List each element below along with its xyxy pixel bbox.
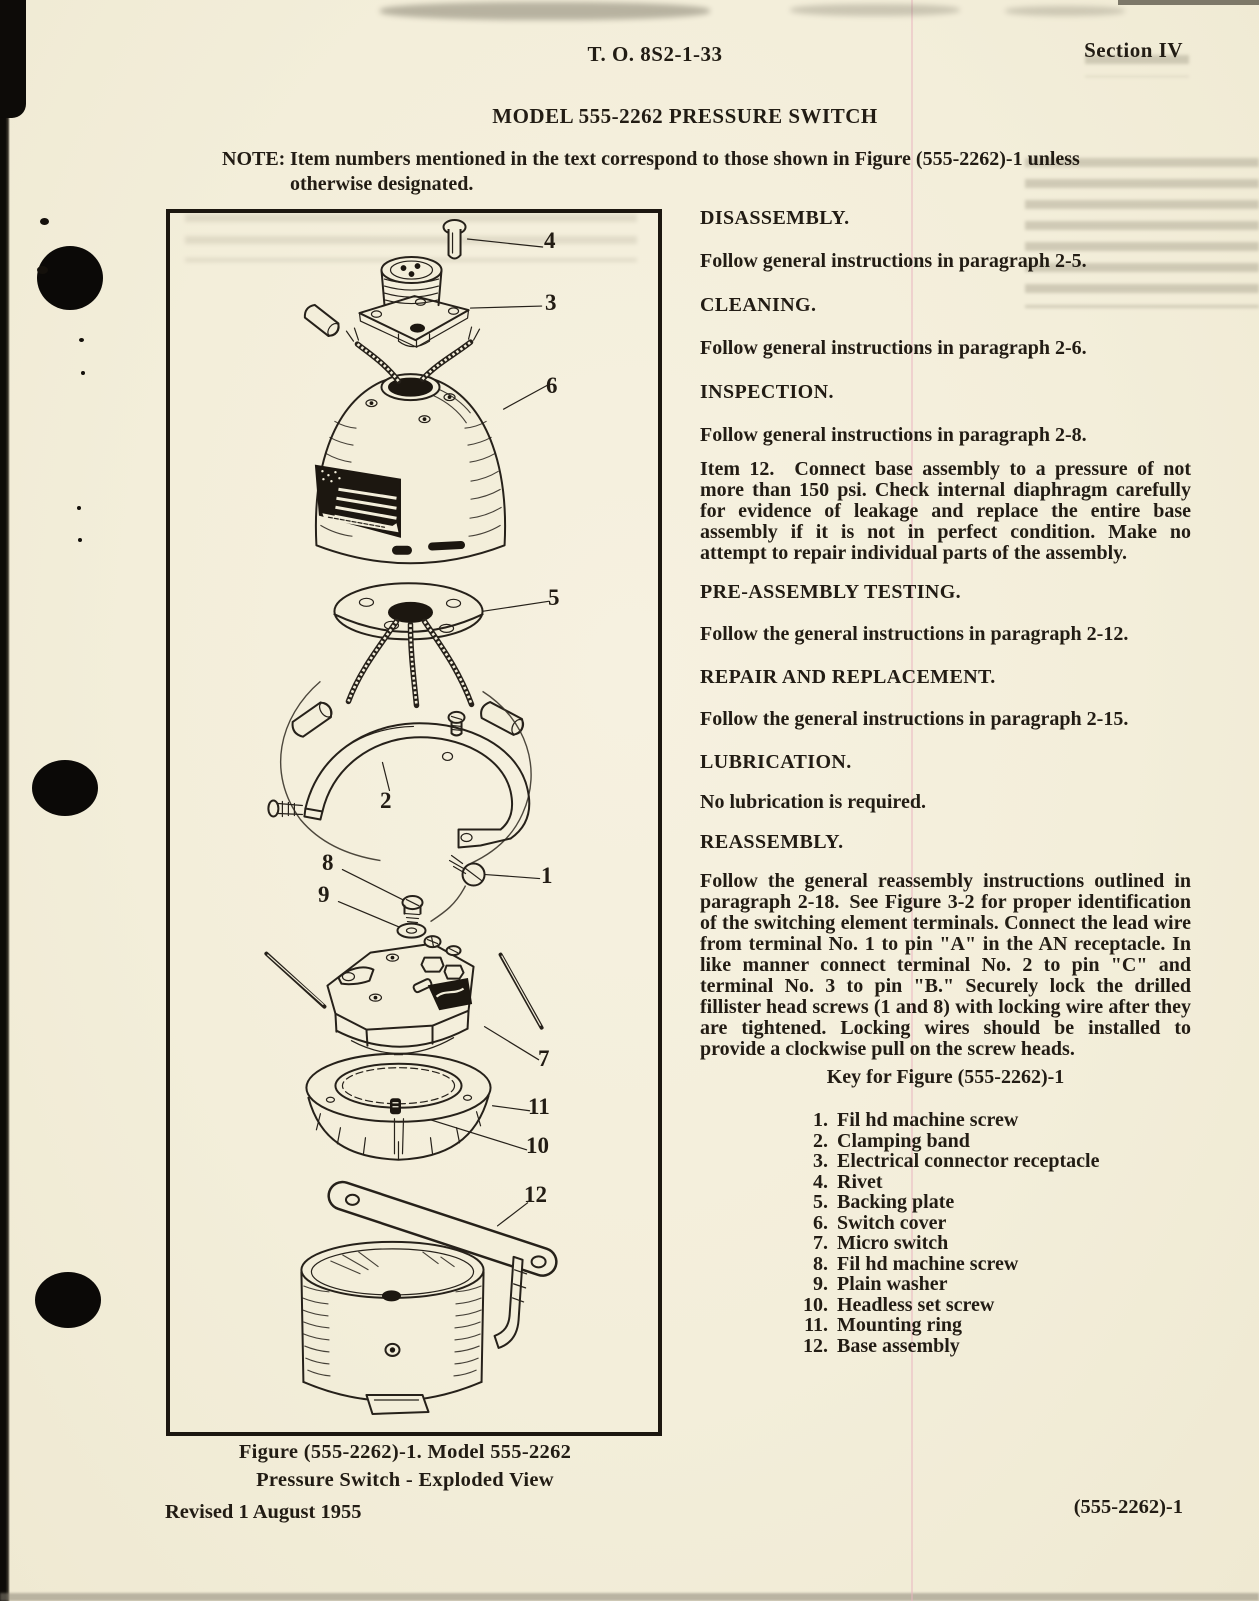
band-screw [449, 712, 465, 736]
key-item-text: Fil hd machine screw [837, 1109, 1019, 1131]
callout-5: 5 [548, 585, 560, 610]
section-heading: REASSEMBLY. [700, 831, 844, 853]
key-item [700, 1274, 1191, 1295]
key-item-number: 9. [813, 1273, 828, 1295]
key-item-number: 1. [813, 1109, 828, 1131]
part-sleeve-top [302, 303, 342, 339]
section-heading: DISASSEMBLY. [700, 207, 850, 229]
binder-hole [35, 1272, 101, 1328]
callout-4: 4 [544, 228, 556, 253]
key-item-text: Clamping band [837, 1129, 970, 1152]
key-item-number: 4. [813, 1170, 828, 1193]
part-mounting-ring [306, 1054, 490, 1160]
key-item [700, 1233, 1191, 1254]
key-item-number: 8. [813, 1252, 828, 1275]
ink-speck [40, 218, 49, 225]
key-item [700, 1110, 1191, 1131]
to-number: T. O. 8S2-1-33 [587, 42, 723, 66]
part-backing-plate [334, 583, 482, 705]
callout-6: 6 [546, 373, 558, 398]
footer-revision: Revised 1 August 1955 [165, 1501, 362, 1523]
key-item-text: Micro switch [837, 1232, 949, 1254]
callout-12: 12 [524, 1182, 547, 1207]
section-heading: INSPECTION. [700, 381, 834, 403]
key-item [700, 1295, 1191, 1316]
key-title: Key for Figure (555-2262)-1 [826, 1066, 1065, 1088]
section-paragraph: No lubrication is required. [700, 791, 926, 813]
key-item-text: Base assembly [837, 1334, 960, 1357]
ink-speck [78, 538, 82, 542]
scan-left-edge [0, 0, 10, 1601]
part-set-screw-10 [390, 1099, 400, 1114]
part-screw-8 [402, 896, 422, 926]
footer-page-number: (555-2262)-1 [1073, 1496, 1183, 1518]
section-label: Section IV [1084, 38, 1183, 62]
section-paragraph: Follow the general reassembly instructions outlined in paragraph 2-18. See Figure 3-2 for proper identification of the switching element terminals. Connect the lead wire from terminal No. 1 to pin "A" in the AN receptacle. In like manner connect terminal No. 2 to pin "C" and terminal No. 3 to pin "B." Securely lock the drilled fillister head screws (1 and 8) with locking wire after they are tightened. Locking wires should be installed to provide a clockwise pull on the screw heads. [700, 870, 1191, 1060]
figure-caption-line1: Figure (555-2262)-1. Model 555-2262 [238, 1441, 572, 1463]
key-item-text: Mounting ring [837, 1314, 963, 1336]
procedure-column [700, 196, 1191, 1356]
key-item-number: 2. [813, 1129, 828, 1152]
key-item-number: 10. [803, 1293, 828, 1316]
key-item-number: 11. [804, 1314, 828, 1336]
key-item [700, 1315, 1191, 1336]
callout-8: 8 [322, 850, 334, 875]
section-paragraph: Follow general instructions in paragraph 2-6. [700, 337, 1087, 359]
note-text: Item numbers mentioned in the text correspond to those shown in Figure (555-2262)-1 unless otherwise designated. [290, 148, 1080, 195]
callout-7: 7 [538, 1046, 550, 1071]
part-rivet [444, 220, 466, 259]
page-title: MODEL 555-2262 PRESSURE SWITCH [492, 104, 878, 128]
key-item-text: Fil hd machine screw [837, 1252, 1019, 1275]
section-heading: REPAIR AND REPLACEMENT. [700, 666, 996, 688]
part-micro-switch [327, 936, 473, 1053]
key-item-text: Electrical connector receptacle [837, 1150, 1100, 1172]
ink-speck [77, 506, 81, 510]
callout-1: 1 [541, 863, 553, 888]
callout-9: 9 [318, 882, 330, 907]
key-item [700, 1254, 1191, 1275]
binder-hole [32, 760, 98, 816]
part-washer-9 [397, 924, 425, 938]
key-item-text: Plain washer [837, 1273, 948, 1295]
key-item-number: 6. [813, 1211, 828, 1234]
binder-hole [37, 246, 103, 310]
key-item-number: 12. [803, 1334, 828, 1357]
ink-speck [79, 338, 84, 342]
key-item [700, 1213, 1191, 1234]
section-heading: LUBRICATION. [700, 751, 852, 773]
section-paragraph: Follow general instructions in paragraph 2-8. [700, 424, 1087, 446]
key-item [700, 1172, 1191, 1193]
key-item [700, 1336, 1191, 1357]
key-item-text: Switch cover [837, 1211, 947, 1234]
key-item-number: 3. [813, 1150, 828, 1172]
callout-2: 2 [380, 788, 392, 813]
key-item-text: Backing plate [837, 1191, 955, 1213]
part-connector-receptacle [359, 257, 468, 347]
scan-smudge [790, 4, 960, 16]
callout-10: 10 [526, 1133, 549, 1158]
key-item [700, 1131, 1191, 1152]
section-paragraph: Item 12. Connect base assembly to a pressure of not more than 150 psi. Check internal diaphragm carefully for evidence of leakage and replace the entire base assembly if it is not in perfect condition. Make no attempt to repair individual parts of the assembly. [700, 458, 1191, 564]
section-paragraph: Follow the general instructions in paragraph 2-15. [700, 708, 1129, 730]
key-item [700, 1192, 1191, 1213]
scan-corner-black [0, 0, 26, 118]
part-sleeve-right [478, 700, 526, 737]
key-item-text: Headless set screw [837, 1293, 995, 1316]
part-sleeve-left [289, 700, 335, 739]
section-heading: CLEANING. [700, 294, 817, 316]
key-item-number: 5. [813, 1191, 828, 1213]
scan-top-right-line [1118, 0, 1259, 5]
figure-caption-line2: Pressure Switch - Exploded View [256, 1469, 554, 1491]
note-label: NOTE: [222, 148, 286, 170]
section-heading: PRE-ASSEMBLY TESTING. [700, 581, 962, 603]
part-screw-1 [450, 856, 485, 886]
figure-exploded-view [166, 209, 662, 1436]
part-base-assembly [301, 1195, 545, 1414]
key-item-text: Rivet [837, 1170, 883, 1193]
ink-speck [37, 266, 48, 274]
key-item-number: 7. [813, 1232, 828, 1254]
part-switch-cover [315, 327, 505, 563]
exploded-view-drawing [170, 213, 658, 1432]
ink-speck [81, 371, 85, 375]
section-paragraph: Follow the general instructions in paragraph 2-12. [700, 623, 1129, 645]
scan-bottom-edge [0, 1593, 1259, 1601]
section-paragraph: Follow general instructions in paragraph 2-5. [700, 250, 1087, 272]
key-list [700, 1110, 1191, 1356]
note-block [222, 147, 1082, 197]
callout-11: 11 [528, 1094, 550, 1119]
scan-smudge [380, 2, 710, 20]
scan-smudge [1005, 6, 1125, 16]
callout-3: 3 [545, 290, 557, 315]
key-item [700, 1151, 1191, 1172]
